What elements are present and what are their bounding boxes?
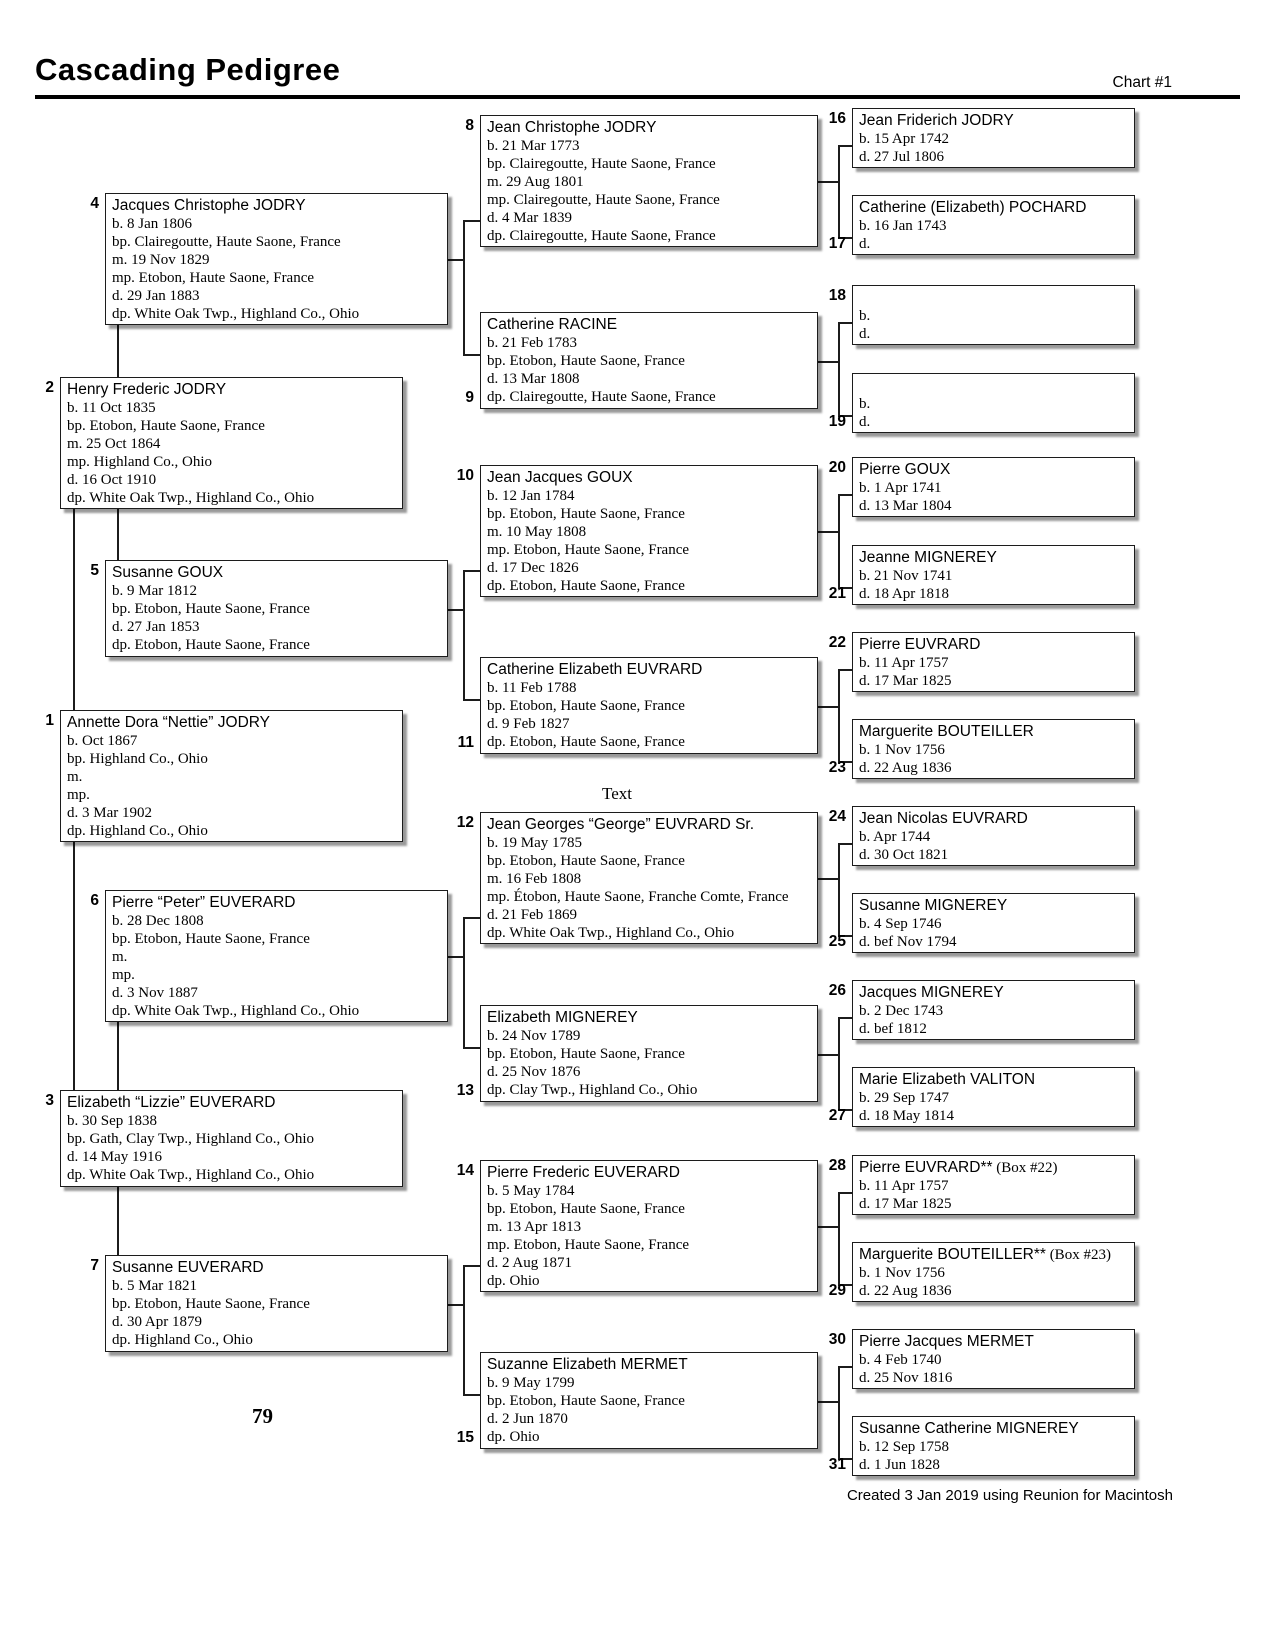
connector-line: [463, 570, 480, 572]
connector-line: [838, 145, 840, 237]
person-detail: mp. Etobon, Haute Saone, France: [487, 1237, 690, 1253]
person-detail: b. 21 Mar 1773: [487, 138, 580, 154]
connector-line: [838, 322, 840, 415]
person-detail: bp. Etobon, Haute Saone, France: [487, 1046, 685, 1062]
person-detail: b. 4 Feb 1740: [859, 1352, 942, 1368]
person-detail: b. 11 Feb 1788: [487, 680, 577, 696]
person-name: Jeanne MIGNEREY: [859, 549, 997, 566]
person-detail: b. 11 Apr 1757: [859, 655, 949, 671]
person-detail: bp. Etobon, Haute Saone, France: [487, 506, 685, 522]
person-box-13: [480, 1005, 818, 1102]
person-number-4: 4: [90, 195, 99, 212]
person-number-28: 28: [828, 1157, 846, 1174]
person-detail: b. 21 Nov 1741: [859, 568, 953, 584]
person-name: Susanne Catherine MIGNEREY: [859, 1420, 1079, 1437]
person-detail: dp. Highland Co., Ohio: [112, 1332, 253, 1348]
person-number-7: 7: [90, 1257, 99, 1274]
person-name: Catherine RACINE: [487, 316, 618, 333]
person-detail: d. 17 Mar 1825: [859, 673, 952, 689]
person-name: Jean Friderich JODRY: [859, 112, 1014, 129]
person-box-14: [480, 1160, 818, 1292]
person-box-28: [852, 1155, 1135, 1215]
person-box-16: [852, 108, 1135, 168]
person-detail: mp.: [67, 787, 90, 803]
person-name: Pierre GOUX: [859, 461, 951, 478]
person-detail: d. 16 Oct 1910: [67, 472, 157, 488]
person-name: Catherine (Elizabeth) POCHARD: [859, 199, 1087, 216]
connector-line: [838, 1366, 852, 1368]
person-detail: b. 16 Jan 1743: [859, 218, 947, 234]
person-detail: b. 9 May 1799: [487, 1375, 575, 1391]
person-box-12: [480, 812, 818, 944]
chart-number-label: Chart #1: [1112, 74, 1172, 91]
person-detail: b. 19 May 1785: [487, 835, 582, 851]
person-detail: bp. Etobon, Haute Saone, France: [487, 1393, 685, 1409]
person-name: Jacques Christophe JODRY: [112, 197, 306, 214]
person-box-5: [105, 560, 448, 657]
person-name: Jean Jacques GOUX: [487, 469, 633, 486]
person-detail: dp. Clairegoutte, Haute Saone, France: [487, 389, 716, 405]
person-number-12: 12: [456, 814, 474, 831]
person-detail: d.: [859, 326, 871, 342]
person-name: Susanne EUVERARD: [112, 1259, 264, 1276]
person-number-18: 18: [828, 287, 846, 304]
person-detail: b. 1 Apr 1741: [859, 480, 942, 496]
connector-line: [117, 1022, 119, 1090]
person-name: Pierre “Peter” EUVERARD: [112, 894, 296, 911]
connector-line: [818, 361, 838, 363]
person-name: Susanne GOUX: [112, 564, 224, 581]
person-detail: dp. White Oak Twp., Highland Co., Ohio: [112, 306, 360, 322]
person-detail: d. 3 Mar 1902: [67, 805, 152, 821]
person-detail: d. 22 Aug 1836: [859, 760, 952, 776]
person-detail: bp. Clairegoutte, Haute Saone, France: [112, 234, 341, 250]
person-detail: d. 13 Mar 1808: [487, 371, 580, 387]
person-detail: d. 27 Jan 1853: [112, 619, 200, 635]
person-box-2: [60, 377, 403, 509]
connector-line: [818, 531, 838, 533]
person-detail: dp. Clairegoutte, Haute Saone, France: [487, 228, 716, 244]
person-name: [859, 289, 1128, 307]
person-detail: dp. Clay Twp., Highland Co., Ohio: [487, 1082, 698, 1098]
person-detail: m.: [112, 949, 128, 965]
person-number-21: 21: [828, 585, 846, 602]
person-box-23: [852, 719, 1135, 779]
person-box-30: [852, 1329, 1135, 1389]
person-detail: m. 16 Feb 1808: [487, 871, 582, 887]
connector-line: [838, 494, 852, 496]
person-detail: d. 18 Apr 1818: [859, 586, 949, 602]
person-number-2: 2: [45, 379, 54, 396]
person-name: Pierre EUVRARD** (Box #22): [859, 1159, 1058, 1176]
person-detail: b. 5 Mar 1821: [112, 1278, 197, 1294]
person-detail: dp. Ohio: [487, 1429, 540, 1445]
footer-credit: Created 3 Jan 2019 using Reunion for Macintosh: [846, 1487, 1173, 1504]
person-name: Marie Elizabeth VALITON: [859, 1071, 1036, 1088]
person-detail: b. 15 Apr 1742: [859, 131, 949, 147]
person-detail: d. bef Nov 1794: [859, 934, 957, 950]
person-number-14: 14: [456, 1162, 474, 1179]
person-detail: dp. White Oak Twp., Highland Co., Ohio: [112, 1003, 360, 1019]
person-detail: bp. Etobon, Haute Saone, France: [487, 353, 685, 369]
connector-line: [463, 917, 465, 1047]
connector-line: [463, 1265, 480, 1267]
person-detail: m. 19 Nov 1829: [112, 252, 210, 268]
person-detail: b. 28 Dec 1808: [112, 913, 204, 929]
person-name: Marguerite BOUTEILLER** (Box #23): [859, 1246, 1111, 1263]
person-detail: dp. White Oak Twp., Highland Co., Ohio: [67, 490, 315, 506]
person-detail: d.: [859, 414, 871, 430]
person-number-19: 19: [828, 413, 846, 430]
person-number-25: 25: [828, 933, 846, 950]
person-detail: b. 1 Nov 1756: [859, 742, 945, 758]
person-box-18: [852, 285, 1135, 345]
person-detail: mp. Étobon, Haute Saone, Franche Comte, France: [487, 889, 789, 905]
connector-line: [73, 509, 75, 710]
person-detail: b. Apr 1744: [859, 829, 931, 845]
connector-line: [448, 259, 463, 261]
person-detail: m. 25 Oct 1864: [67, 436, 161, 452]
person-box-3: [60, 1090, 403, 1187]
person-detail: b. 11 Apr 1757: [859, 1178, 949, 1194]
person-box-21: [852, 545, 1135, 605]
person-box-29: [852, 1242, 1135, 1302]
text-annotation: Text: [602, 784, 632, 803]
person-detail: bp. Etobon, Haute Saone, France: [487, 1201, 685, 1217]
person-detail: b.: [859, 308, 871, 324]
person-number-9: 9: [465, 389, 474, 406]
person-box-11: [480, 657, 818, 754]
person-detail: bp. Etobon, Haute Saone, France: [112, 601, 310, 617]
person-detail: m.: [67, 769, 83, 785]
person-detail: m. 10 May 1808: [487, 524, 587, 540]
connector-line: [463, 917, 480, 919]
person-number-13: 13: [456, 1082, 474, 1099]
person-detail: d. 25 Nov 1816: [859, 1370, 953, 1386]
person-name-note: (Box #22): [992, 1160, 1058, 1176]
person-detail: d. 9 Feb 1827: [487, 716, 570, 732]
person-number-5: 5: [90, 562, 99, 579]
person-detail: b. 11 Oct 1835: [67, 400, 156, 416]
person-number-1: 1: [45, 712, 54, 729]
person-detail: dp. Etobon, Haute Saone, France: [487, 734, 685, 750]
person-number-6: 6: [90, 892, 99, 909]
person-detail: d. 1 Jun 1828: [859, 1457, 940, 1473]
person-box-31: [852, 1416, 1135, 1476]
person-detail: bp. Highland Co., Ohio: [67, 751, 208, 767]
person-detail: d. 3 Nov 1887: [112, 985, 198, 1001]
person-detail: bp. Gath, Clay Twp., Highland Co., Ohio: [67, 1131, 314, 1147]
person-number-17: 17: [828, 235, 846, 252]
person-detail: d. 13 Mar 1804: [859, 498, 952, 514]
person-detail: mp. Highland Co., Ohio: [67, 454, 212, 470]
connector-line: [838, 145, 852, 147]
connector-line: [838, 1192, 852, 1194]
person-number-24: 24: [828, 808, 846, 825]
connector-line: [838, 669, 852, 671]
connector-line: [448, 956, 463, 958]
person-detail: d.: [859, 236, 871, 252]
person-name: Elizabeth “Lizzie” EUVERARD: [67, 1094, 276, 1111]
connector-line: [73, 842, 75, 1090]
person-detail: d. 2 Aug 1871: [487, 1255, 573, 1271]
person-box-15: [480, 1352, 818, 1449]
person-number-20: 20: [828, 459, 846, 476]
connector-line: [117, 325, 119, 377]
person-box-4: [105, 193, 448, 325]
person-detail: dp. Etobon, Haute Saone, France: [487, 578, 685, 594]
person-detail: b. 29 Sep 1747: [859, 1090, 949, 1106]
person-detail: dp. Highland Co., Ohio: [67, 823, 208, 839]
person-detail: b. 5 May 1784: [487, 1183, 575, 1199]
connector-line: [818, 878, 838, 880]
person-detail: d. 30 Oct 1821: [859, 847, 949, 863]
connector-line: [463, 354, 480, 356]
person-number-11: 11: [457, 734, 474, 751]
person-detail: b.: [859, 396, 871, 412]
connector-line: [463, 220, 480, 222]
person-name: Jean Georges “George” EUVRARD Sr.: [487, 816, 755, 833]
connector-line: [463, 570, 465, 699]
person-box-10: [480, 465, 818, 597]
person-detail: b. 24 Nov 1789: [487, 1028, 581, 1044]
person-detail: d. 27 Jul 1806: [859, 149, 945, 165]
person-detail: d. 2 Jun 1870: [487, 1411, 568, 1427]
person-detail: d. 25 Nov 1876: [487, 1064, 581, 1080]
person-box-17: [852, 195, 1135, 255]
person-detail: m. 13 Apr 1813: [487, 1219, 582, 1235]
person-detail: b. 4 Sep 1746: [859, 916, 942, 932]
connector-line: [463, 699, 480, 701]
person-name-note: (Box #23): [1045, 1247, 1111, 1263]
page-title: Cascading Pedigree: [35, 52, 341, 87]
person-box-22: [852, 632, 1135, 692]
person-number-10: 10: [456, 467, 474, 484]
person-detail: bp. Etobon, Haute Saone, France: [112, 931, 310, 947]
connector-line: [117, 1187, 119, 1255]
person-box-26: [852, 980, 1135, 1040]
person-detail: bp. Etobon, Haute Saone, France: [67, 418, 265, 434]
person-name: Suzanne Elizabeth MERMET: [487, 1356, 688, 1373]
connector-line: [838, 1017, 840, 1109]
person-number-8: 8: [465, 117, 474, 134]
person-detail: dp. White Oak Twp., Highland Co., Ohio: [67, 1167, 315, 1183]
person-detail: d. 22 Aug 1836: [859, 1283, 952, 1299]
connector-line: [838, 1192, 840, 1284]
person-detail: dp. Ohio: [487, 1273, 540, 1289]
person-detail: b. Oct 1867: [67, 733, 138, 749]
person-detail: b. 30 Sep 1838: [67, 1113, 157, 1129]
person-number-26: 26: [828, 982, 846, 999]
person-name: Henry Frederic JODRY: [67, 381, 227, 398]
person-name: Jacques MIGNEREY: [859, 984, 1004, 1001]
person-name: Annette Dora “Nettie” JODRY: [67, 714, 271, 731]
person-name: Susanne MIGNEREY: [859, 897, 1008, 914]
person-detail: d. 18 May 1814: [859, 1108, 954, 1124]
connector-line: [838, 843, 852, 845]
person-detail: mp.: [112, 967, 135, 983]
person-box-1: [60, 710, 403, 842]
person-box-8: [480, 115, 818, 247]
person-number-27: 27: [828, 1107, 846, 1124]
person-detail: b. 2 Dec 1743: [859, 1003, 944, 1019]
connector-line: [117, 509, 119, 560]
person-detail: b. 9 Mar 1812: [112, 583, 197, 599]
connector-line: [838, 1017, 852, 1019]
person-number-3: 3: [45, 1092, 54, 1109]
person-detail: d. 29 Jan 1883: [112, 288, 200, 304]
person-detail: b. 12 Sep 1758: [859, 1439, 949, 1455]
person-box-20: [852, 457, 1135, 517]
person-number-30: 30: [828, 1331, 846, 1348]
person-box-19: [852, 373, 1135, 433]
person-detail: d. 17 Dec 1826: [487, 560, 579, 576]
connector-line: [838, 669, 840, 761]
person-name: Marguerite BOUTEILLER: [859, 723, 1034, 740]
person-detail: dp. Etobon, Haute Saone, France: [112, 637, 310, 653]
person-detail: bp. Etobon, Haute Saone, France: [112, 1296, 310, 1312]
person-detail: b. 21 Feb 1783: [487, 335, 577, 351]
person-detail: d. bef 1812: [859, 1021, 927, 1037]
person-detail: b. 12 Jan 1784: [487, 488, 575, 504]
person-detail: d. 30 Apr 1879: [112, 1314, 202, 1330]
connector-line: [463, 220, 465, 354]
person-number-31: 31: [828, 1456, 846, 1473]
person-detail: mp. Etobon, Haute Saone, France: [112, 270, 315, 286]
person-detail: mp. Etobon, Haute Saone, France: [487, 542, 690, 558]
connector-line: [838, 843, 840, 935]
person-name: Pierre EUVRARD: [859, 636, 981, 653]
person-detail: mp. Clairegoutte, Haute Saone, France: [487, 192, 720, 208]
connector-line: [463, 1394, 480, 1396]
person-name: Pierre Frederic EUVERARD: [487, 1164, 680, 1181]
person-detail: b. 1 Nov 1756: [859, 1265, 945, 1281]
person-detail: d. 17 Mar 1825: [859, 1196, 952, 1212]
person-number-15: 15: [456, 1429, 474, 1446]
connector-line: [818, 1226, 838, 1228]
person-box-27: [852, 1067, 1135, 1127]
connector-line: [818, 1401, 838, 1403]
connector-line: [463, 1047, 480, 1049]
person-detail: bp. Etobon, Haute Saone, France: [487, 853, 685, 869]
person-box-6: [105, 890, 448, 1022]
connector-line: [448, 1304, 463, 1306]
connector-line: [463, 1265, 465, 1394]
person-box-7: [105, 1255, 448, 1352]
person-detail: d. 21 Feb 1869: [487, 907, 577, 923]
person-name: [859, 377, 1128, 395]
person-detail: bp. Clairegoutte, Haute Saone, France: [487, 156, 716, 172]
person-name: Pierre Jacques MERMET: [859, 1333, 1034, 1350]
person-number-29: 29: [828, 1282, 846, 1299]
person-number-23: 23: [828, 759, 846, 776]
connector-line: [818, 1054, 838, 1056]
person-name: Jean Christophe JODRY: [487, 119, 657, 136]
connector-line: [838, 1366, 840, 1458]
connector-line: [838, 494, 840, 587]
connector-line: [448, 609, 463, 611]
person-detail: m. 29 Aug 1801: [487, 174, 584, 190]
connector-line: [838, 322, 852, 324]
person-name: Elizabeth MIGNEREY: [487, 1009, 638, 1026]
person-detail: b. 8 Jan 1806: [112, 216, 192, 232]
connector-line: [818, 706, 838, 708]
person-name: Catherine Elizabeth EUVRARD: [487, 661, 703, 678]
person-name: Jean Nicolas EUVRARD: [859, 810, 1028, 827]
person-number-16: 16: [828, 110, 846, 127]
person-detail: d. 4 Mar 1839: [487, 210, 572, 226]
person-detail: d. 14 May 1916: [67, 1149, 162, 1165]
person-detail: dp. White Oak Twp., Highland Co., Ohio: [487, 925, 735, 941]
person-detail: bp. Etobon, Haute Saone, France: [487, 698, 685, 714]
person-number-22: 22: [828, 634, 846, 651]
person-box-9: [480, 312, 818, 409]
person-box-25: [852, 893, 1135, 953]
page-number: 79: [252, 1404, 273, 1428]
title-rule: [35, 95, 1240, 99]
connector-line: [818, 181, 838, 183]
person-box-24: [852, 806, 1135, 866]
